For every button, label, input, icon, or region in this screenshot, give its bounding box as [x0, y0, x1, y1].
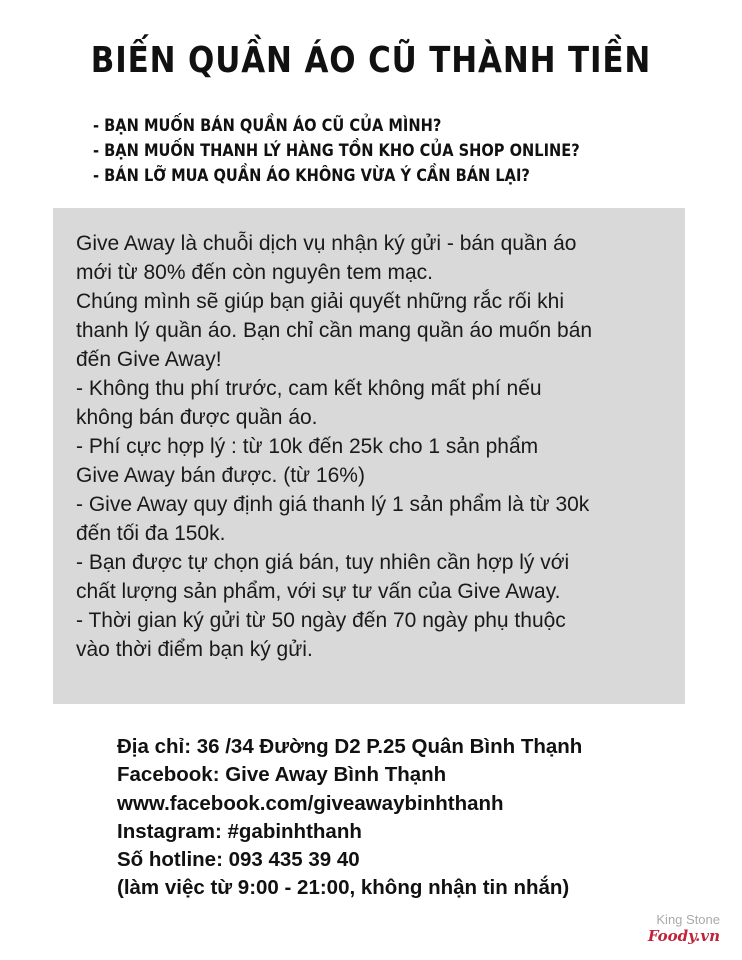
info-line: chất lượng sản phẩm, với sự tư vấn của Give Away. — [76, 580, 561, 603]
info-line: - Thời gian ký gửi từ 50 ngày đến 70 ngày phụ thuộc — [76, 609, 566, 632]
info-line: vào thời điểm bạn ký gửi. — [76, 638, 313, 661]
info-line: Give Away là chuỗi dịch vụ nhận ký gửi - bán quần áo — [76, 232, 577, 255]
info-text — [76, 229, 592, 664]
question-item: - BẠN MUỐN THANH LÝ HÀNG TỒN KHO CỦA SHOP ONLINE? — [93, 141, 580, 161]
info-line: đến Give Away! — [76, 348, 222, 371]
question-item: - BẠN MUỐN BÁN QUẦN ÁO CŨ CỦA MÌNH? — [93, 116, 442, 136]
info-line: thanh lý quần áo. Bạn chỉ cần mang quần áo muốn bán — [76, 319, 593, 342]
question-item: - BÁN LỠ MUA QUẦN ÁO KHÔNG VỪA Ý CẦN BÁN LẠI? — [93, 166, 530, 186]
contact-instagram: Instagram: #gabinhthanh — [117, 819, 362, 843]
contact-hotline: Số hotline: 093 435 39 40 — [117, 848, 360, 872]
info-line: không bán được quần áo. — [76, 406, 318, 429]
info-line: Chúng mình sẽ giúp bạn giải quyết những rắc rối khi — [76, 290, 565, 313]
contact-info — [117, 733, 582, 903]
info-line: - Give Away quy định giá thanh lý 1 sản phẩm là từ 30k — [76, 493, 590, 516]
watermark — [648, 912, 720, 944]
contact-url: www.facebook.com/giveawaybinhthanh — [117, 791, 504, 815]
info-line: - Không thu phí trước, cam kết không mất phí nếu — [76, 377, 542, 400]
info-line: đến tối đa 150k. — [76, 522, 226, 545]
info-line: Give Away bán được. (từ 16%) — [76, 464, 365, 487]
watermark-brand-logo: Foody.vn — [647, 927, 720, 945]
watermark-user: King Stone — [656, 912, 720, 927]
info-line: mới từ 80% đến còn nguyên tem mạc. — [76, 261, 433, 284]
info-line: - Bạn được tự chọn giá bán, tuy nhiên cần hợp lý với — [76, 551, 570, 574]
contact-facebook: Facebook: Give Away Bình Thạnh — [117, 763, 447, 787]
contact-address: Địa chỉ: 36 /34 Đường D2 P.25 Quân Bình Thạnh — [117, 735, 583, 758]
page-title: BIẾN QUẦN ÁO CŨ THÀNH TIỀN — [90, 40, 652, 81]
question-list — [93, 114, 580, 189]
contact-hours: (làm việc từ 9:00 - 21:00, không nhận tin nhắn) — [117, 876, 570, 900]
info-line: - Phí cực hợp lý : từ 10k đến 25k cho 1 sản phẩm — [76, 435, 539, 458]
